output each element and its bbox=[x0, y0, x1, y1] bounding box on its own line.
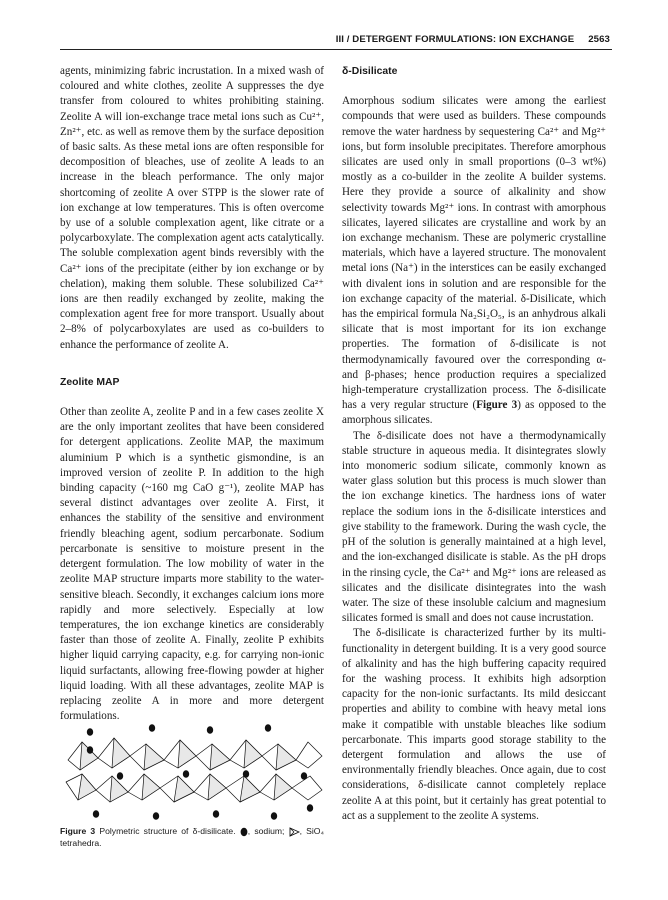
right-paragraph-1-end: ) as opposed to the amorphous silicates. bbox=[342, 399, 606, 427]
running-title: III / DETERGENT FORMULATIONS: ION EXCHANGE bbox=[335, 34, 575, 45]
heading-delta-disilicate: δ-Disilicate bbox=[342, 66, 398, 77]
disilicate-structure-svg bbox=[60, 720, 324, 824]
caption-label: Figure 3 bbox=[60, 826, 96, 836]
running-header bbox=[0, 34, 610, 45]
caption-tetrahedra: , SiO₄ tetrahedra. bbox=[60, 826, 324, 848]
page-number: 2563 bbox=[588, 34, 610, 45]
heading-zeolite-map: Zeolite MAP bbox=[60, 376, 120, 388]
right-paragraph-3: The δ-disilicate is characterized further by its multi-functionality in detergent building. It is a very good source of alkalinity and has the high buffering capacity required for the washing process. It exhibits high adsorption capacity for the non-ionic surfactants. Its mild desiccant properties and ability to combine with heavy metal ions make it compatible with unstable bleaches like sodium percarbonate. This imparts good storage stability to the detergent formulation and allows the use of environmentally friendly bleaches. Once again, due to cost considerations, δ-disilicate cannot completely replace zeolite A at this point, but it certainly has great potential to act as a supplement to the zeolite A systems. bbox=[342, 627, 606, 822]
header-rule bbox=[60, 49, 612, 50]
right-column bbox=[342, 64, 606, 824]
tetrahedron-symbol-icon bbox=[289, 827, 300, 837]
sodium-ion-dots bbox=[87, 724, 313, 820]
figure-3-caption bbox=[60, 826, 324, 849]
figure-3-reference[interactable]: Figure 3 bbox=[476, 399, 518, 412]
right-paragraph-1 bbox=[342, 94, 606, 428]
right-paragraph-1-text: Amorphous sodium silicates were among the earliest compounds that were used as builders. These compounds remove the water hardness by sequestering Ca²⁺ and Mg²⁺ ions, but form insoluble precipitates. Therefore amorphous silicates are used only in small proportions (0–3 wt%) mostly as a co-builder in the zeolite A builder systems. Here they provide a source of alkalinity and show selectivity towards Mg²⁺ ions. In contrast with amorphous silicates, layered silicates are crystalline and work by an ion exchange mechanism. These are polymeric crystalline materials, which have a layered structure. The monovalent metal ions (Na⁺) in the interstices can be easily exchanged with divalent ions in solution and are responsible for the ion exchange capacity of the material. δ-Disilicate, which has the empirical formula Na₂Si₂O₅, is an anhydrous alkali silicate that is most important for its ion exchange properties. The formation of δ-disilicate is not thermodynamically favoured over the corresponding α- and β-phases; hence production requires a specialized high-temperature crystallization process. The δ-disilicate has a very regular structure ( bbox=[342, 95, 606, 412]
tetrahedron-chain-upper bbox=[68, 738, 322, 770]
left-paragraph-1: agents, minimizing fabric incrustation. In a mixed wash of coloured and white clothes, zeolite A suppresses the dye transfer from coloured to whites prohibiting staining. Zeolite A will ion-exchange trace metal ions such as Cu²⁺, Zn²⁺, etc. as well as remove them by the surface deposition of basic salts. As these metal ions are often responsible for decomposition of bleaches, use of zeolite A leads to an increase in the bleach performance. The only major shortcoming of zeolite A over STPP is the slower rate of ion exchange at low temperatures. This is often overcome by use of a soluble complexation agent, like citrate or a polycarboxylate. The complexation agent acts catalytically. The soluble complexation agent binds reversibly with the Ca²⁺ ions of the precipitate (either by ion exchange or by chelation), making them soluble. These solubilized Ca²⁺ ions are then readily exchanged by zeolite, making the complexation agent free for more transport. Usually about 2–8% of polycarboxylates are used as co-builders to enhance the performance of zeolite A. bbox=[60, 65, 324, 351]
sodium-symbol-icon bbox=[240, 827, 248, 837]
figure-3-diagram bbox=[60, 720, 324, 824]
left-column bbox=[60, 64, 324, 724]
tetrahedron-chain-lower bbox=[66, 774, 322, 802]
left-paragraph-2: Other than zeolite A, zeolite P and in a few cases zeolite X are the only important zeolites that have been considered for detergent applications. Zeolite MAP, the maximum aluminium P which is a synthetic gismondine, is an improved version of zeolite P. In addition to the high binding capacity (~160 mg CaO g⁻¹), zeolite MAP has several distinct advantages over zeolite A. First, it enhances the stability of the sensitive and environment friendly bleaching agent, sodium percarbonate. Sodium percarbonate is sensitive to moisture present in the detergent formulation. The low mobility of water in the zeolite MAP structure imparts more stability to the water-sensitive bleach. Secondly, it exchanges calcium ions more rapidly and more selectively. Especially at low temperatures, the ion exchange kinetics are considerably faster than those of zeolite A. Finally, zeolite P exhibits higher liquid carrying capacity, e.g. for carrying non-ionic liquid surfactants, allowing free-flowing powder at higher liquid loading. With all these advantages, zeolite MAP is replacing zeolite A in more and more detergent formulations. bbox=[60, 406, 324, 723]
right-paragraph-2: The δ-disilicate does not have a thermodynamically stable structure in aqueous media. It disintegrates slowly into monomeric sodium silicate, commonly known as water glass solution but this process is much slower than the ion exchange kinetics. The hardness ions of water replace the sodium ions in the δ-disilicate interstices and give stability to the framework. During the wash cycle, the pH of the solution is generally maintained at a high level, and the ion-exchanged disilicate is stable. As the pH drops in the rinsing cycle, the Ca²⁺ and Mg²⁺ ions are released as silicates and the disilicate disintegrates into the wash water. The size of these insoluble calcium and magnesium silicates formed is small and does not cause incrustation. bbox=[342, 429, 606, 625]
caption-text: Polymetric structure of δ-disilicate. bbox=[99, 826, 236, 836]
caption-sodium: , sodium; bbox=[247, 826, 285, 836]
